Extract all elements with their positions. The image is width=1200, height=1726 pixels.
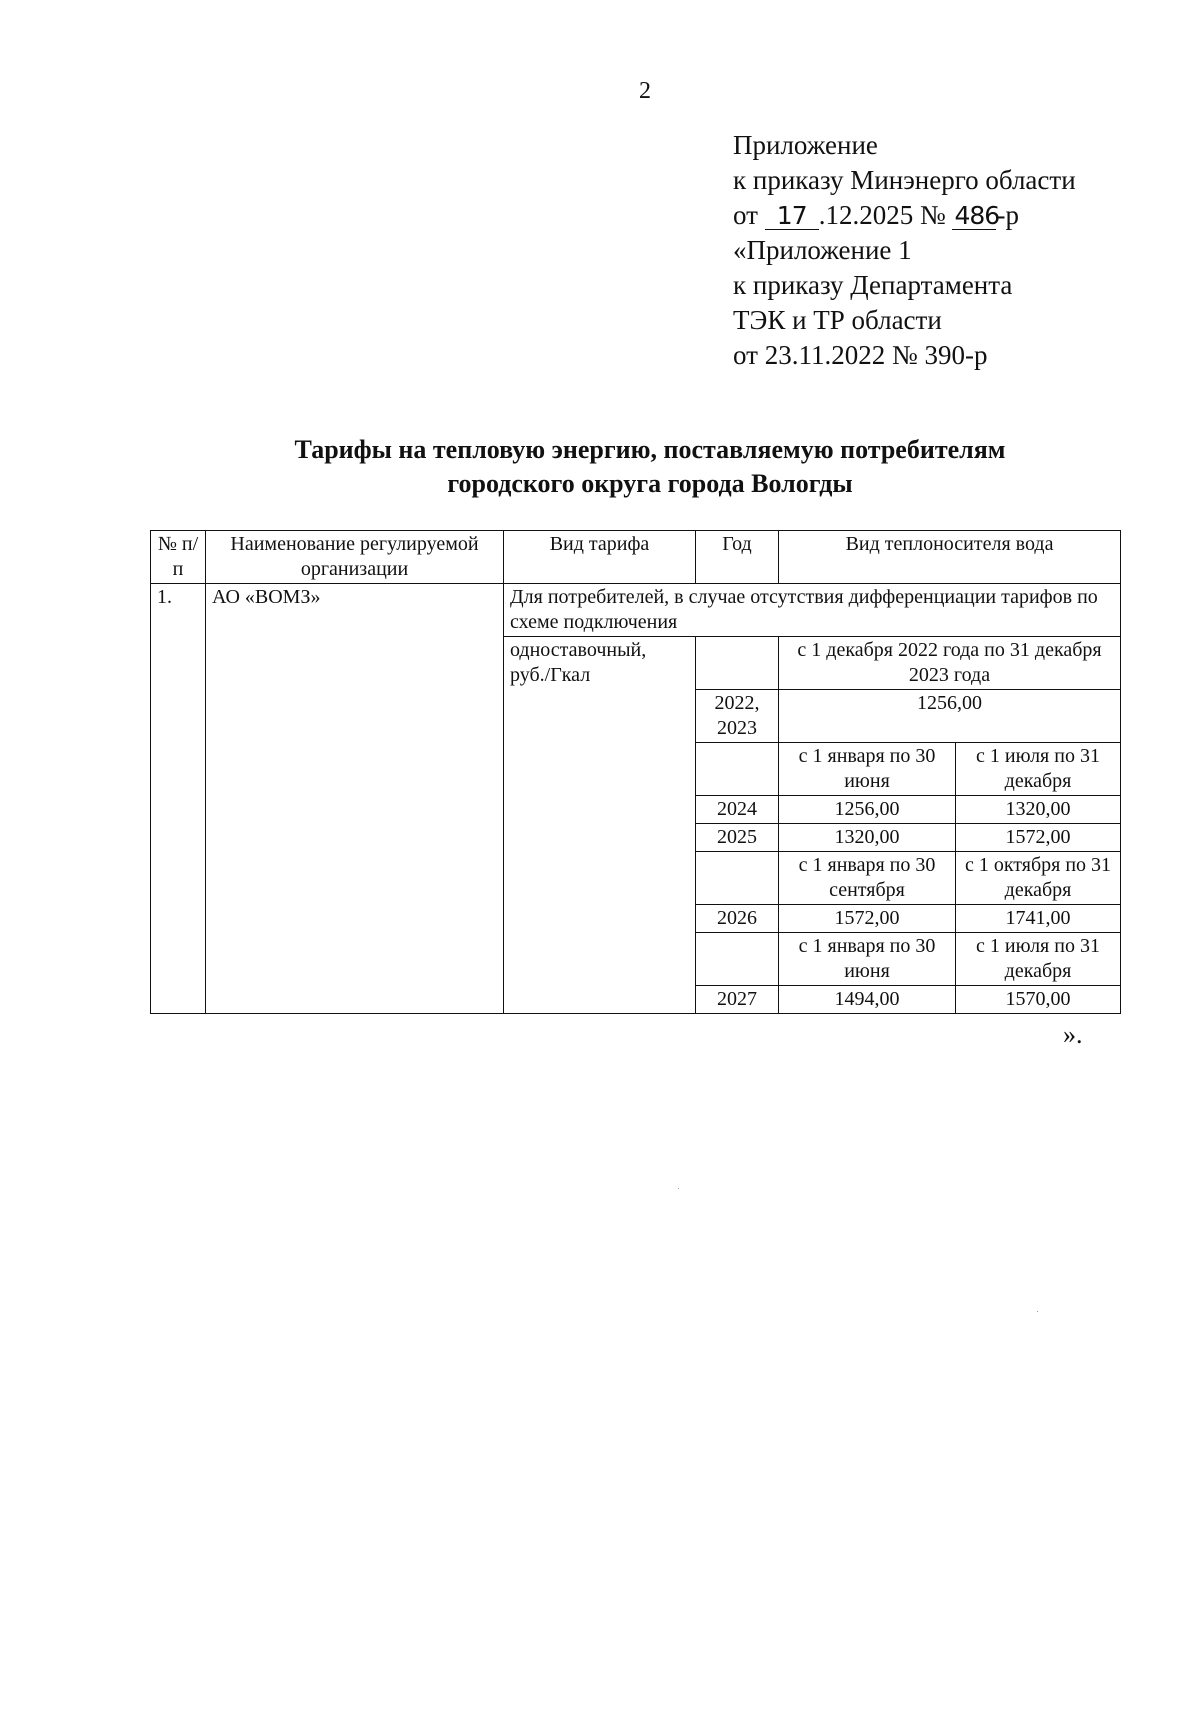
header-number: № п/п [151, 531, 206, 584]
header-organization: Наименование регулируемой организации [206, 531, 504, 584]
period-2022-2023: с 1 декабря 2022 года по 31 декабря 2023 года [779, 637, 1121, 690]
handwritten-day: 17 [765, 203, 819, 230]
row-organization: АО «ВОМЗ» [206, 584, 504, 1014]
value-2026-h1: 1572,00 [779, 905, 956, 933]
scan-speck [1037, 1311, 1038, 1312]
year-2025: 2025 [696, 824, 779, 852]
q3-label: с 1 января по 30 сентября [779, 852, 956, 905]
cell-empty-year [696, 743, 779, 796]
appendix-date-prefix: от [733, 200, 758, 230]
handwritten-order-number: 486 [954, 201, 1000, 230]
row-consumers: Для потребителей, в случае отсутствия дифференциации тарифов по схеме подключения [504, 584, 1121, 637]
appendix-date-suffix: -р [996, 200, 1019, 230]
header-coolant: Вид теплоносителя вода [779, 531, 1121, 584]
document-title [150, 433, 1150, 501]
half1-label: с 1 января по 30 июня [779, 743, 956, 796]
cell-empty-year [696, 933, 779, 986]
appendix-date-middle: .12.2025 № [818, 200, 946, 230]
closing-quote: ». [1063, 1020, 1083, 1049]
title-line-2: городского округа города Вологды [447, 469, 853, 498]
value-2027-h2: 1570,00 [956, 986, 1121, 1014]
appendix-line: «Приложение 1 [733, 235, 912, 265]
year-2022-2023: 2022, 2023 [696, 690, 779, 743]
table-header-row [151, 531, 1121, 584]
appendix-line: к приказу Минэнерго области [733, 165, 1076, 195]
scan-speck [678, 1188, 679, 1189]
half2-label: с 1 июля по 31 декабря [956, 743, 1121, 796]
value-2026-h2: 1741,00 [956, 905, 1121, 933]
appendix-date-line [733, 198, 1076, 233]
cell-empty-year [696, 637, 779, 690]
tariffs-table [150, 530, 1121, 1014]
value-2022-2023: 1256,00 [779, 690, 1121, 743]
header-year: Год [696, 531, 779, 584]
year-2024: 2024 [696, 796, 779, 824]
page-number: 2 [639, 78, 651, 104]
appendix-line: ТЭК и ТР области [733, 305, 942, 335]
value-2024-h2: 1320,00 [956, 796, 1121, 824]
table-row [151, 584, 1121, 637]
value-2024-h1: 1256,00 [779, 796, 956, 824]
value-2025-h1: 1320,00 [779, 824, 956, 852]
title-line-1: Тарифы на тепловую энергию, поставляемую потребителям [294, 435, 1006, 464]
year-2027: 2027 [696, 986, 779, 1014]
row-number: 1. [151, 584, 206, 1014]
year-2026: 2026 [696, 905, 779, 933]
header-tariff-type: Вид тарифа [504, 531, 696, 584]
appendix-block [733, 128, 1076, 373]
q4-label: с 1 октября по 31 декабря [956, 852, 1121, 905]
appendix-line: к приказу Департамента [733, 270, 1013, 300]
appendix-line: от 23.11.2022 № 390-р [733, 340, 988, 370]
half1-label-2027: с 1 января по 30 июня [779, 933, 956, 986]
row-tariff-type: одноставочный, руб./Гкал [504, 637, 696, 1014]
appendix-line: Приложение [733, 130, 878, 160]
half2-label-2027: с 1 июля по 31 декабря [956, 933, 1121, 986]
value-2027-h1: 1494,00 [779, 986, 956, 1014]
value-2025-h2: 1572,00 [956, 824, 1121, 852]
cell-empty-year [696, 852, 779, 905]
